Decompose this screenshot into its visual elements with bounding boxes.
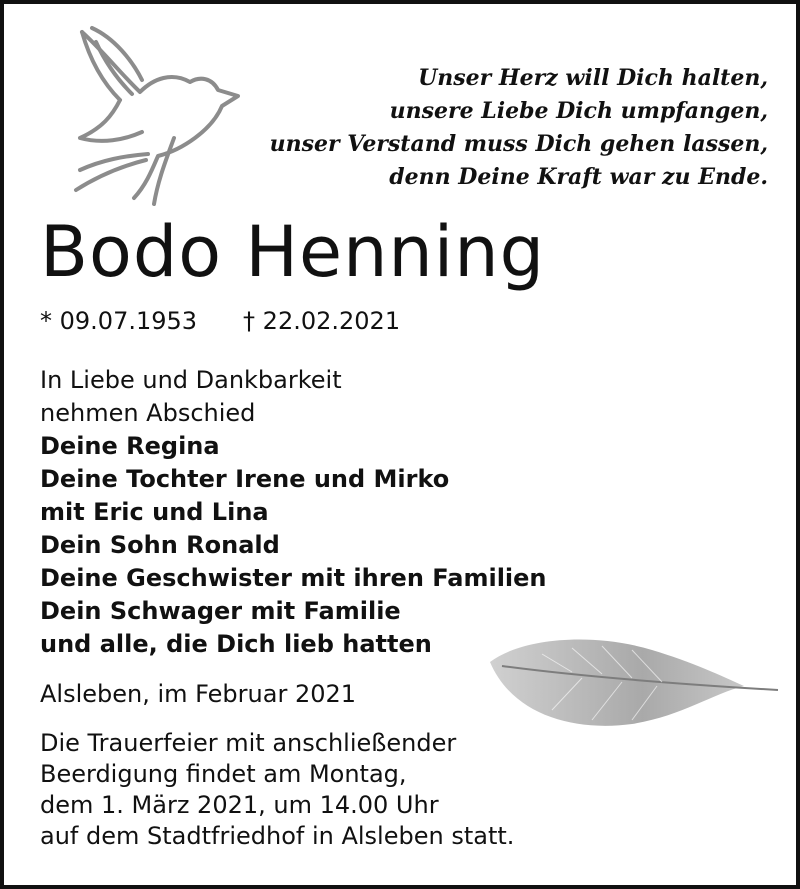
mourner-line: mit Eric und Lina (40, 498, 269, 526)
funeral-info (40, 728, 514, 852)
deceased-name: Bodo Henning (40, 211, 546, 293)
mourner-line: Deine Regina (40, 432, 220, 460)
poem-line: denn Deine Kraft war zu Ende. (389, 164, 768, 190)
poem-line: unsere Liebe Dich umpfangen, (389, 98, 768, 124)
life-dates (40, 304, 400, 338)
birth-date: * 09.07.1953 (40, 307, 198, 335)
funeral-line: Die Trauerfeier mit anschließender (40, 729, 457, 757)
poem-line: unser Verstand muss Dich gehen lassen, (269, 131, 768, 157)
feather-icon (482, 624, 782, 734)
dove-icon (62, 20, 252, 210)
funeral-line: auf dem Stadtfriedhof in Alsleben statt. (40, 822, 515, 850)
mourners-block (40, 364, 547, 661)
intro-line: In Liebe und Dankbarkeit (40, 366, 342, 394)
mourner-line: Dein Sohn Ronald (40, 531, 280, 559)
funeral-line: dem 1. März 2021, um 14.00 Uhr (40, 791, 439, 819)
mourner-line: und alle, die Dich lieb hatten (40, 630, 432, 658)
poem (270, 62, 768, 194)
mourner-line: Dein Schwager mit Familie (40, 597, 401, 625)
death-date: † 22.02.2021 (243, 307, 401, 335)
place-date: Alsleben, im Februar 2021 (40, 680, 357, 708)
poem-line: Unser Herz will Dich halten, (418, 65, 768, 91)
intro-line: nehmen Abschied (40, 399, 256, 427)
funeral-line: Beerdigung findet am Montag, (40, 760, 407, 788)
mourner-line: Deine Tochter Irene und Mirko (40, 465, 450, 493)
mourner-line: Deine Geschwister mit ihren Familien (40, 564, 547, 592)
